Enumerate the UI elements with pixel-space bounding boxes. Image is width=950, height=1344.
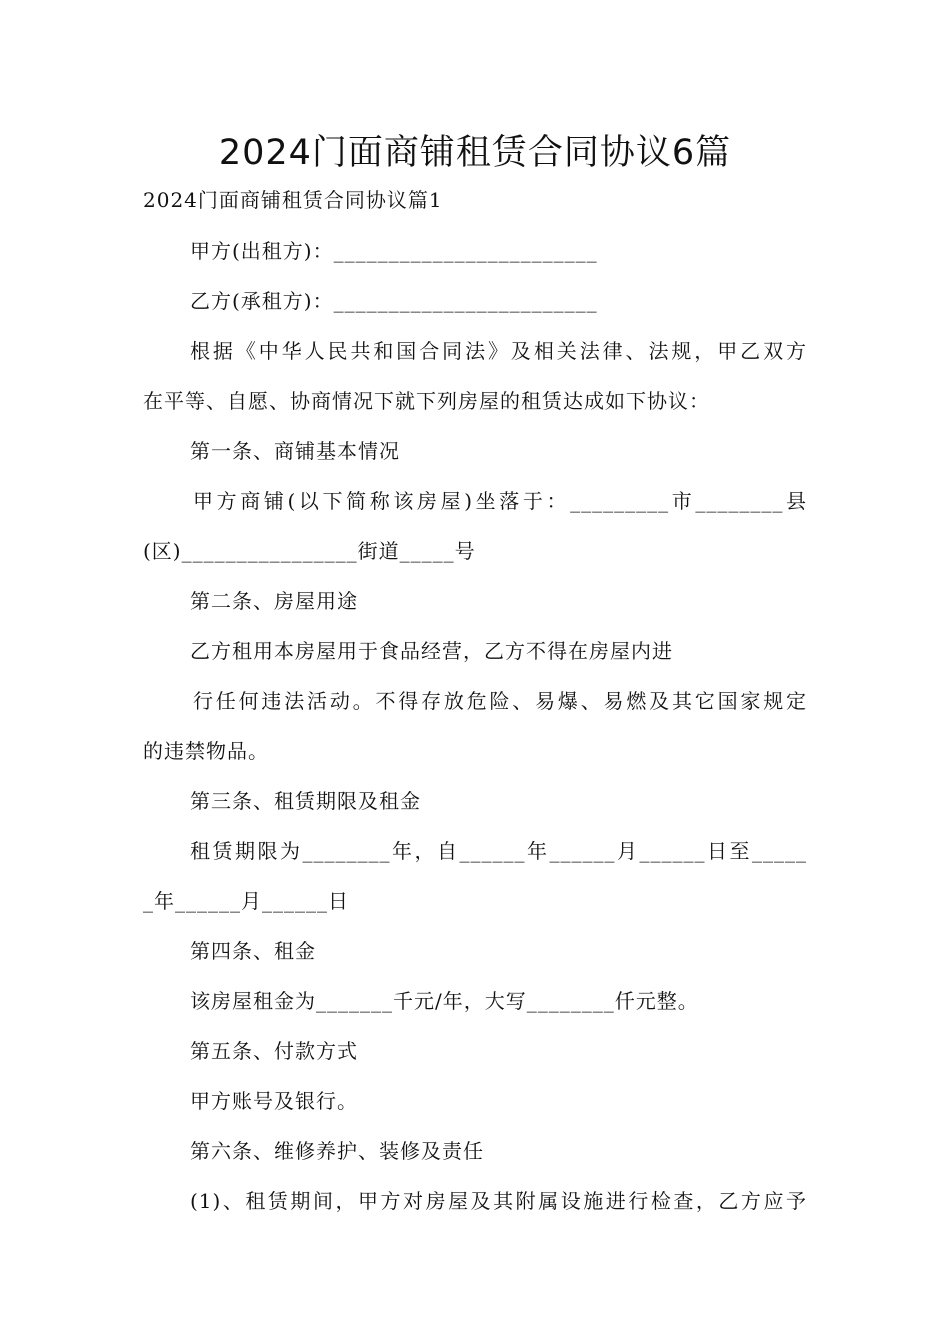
- article-heading: 第二条、房屋用途: [190, 589, 358, 613]
- paragraph-line: 行任何违法活动。不得存放危险、易爆、易燃及其它国家规定: [193, 689, 807, 713]
- article-heading: 第三条、租赁期限及租金: [190, 789, 421, 813]
- paragraph-line: 的违禁物品。: [143, 739, 269, 763]
- paragraph-line: (区)________________街道_____号: [143, 539, 476, 563]
- paragraph-line: _年______月______日: [143, 889, 349, 913]
- article-heading: 第六条、维修养护、装修及责任: [190, 1139, 484, 1163]
- paragraph-line: 该房屋租金为_______千元/年，大写________仟元整。: [190, 989, 699, 1013]
- paragraph-line: (1)、租赁期间，甲方对房屋及其附属设施进行检查，乙方应予: [190, 1189, 807, 1213]
- paragraph-line: 在平等、自愿、协商情况下就下列房屋的租赁达成如下协议：: [143, 389, 710, 413]
- article-heading: 第五条、付款方式: [190, 1039, 358, 1063]
- paragraph-line: 根据《中华人民共和国合同法》及相关法律、法规，甲乙双方: [190, 339, 807, 363]
- party-a-line: 甲方(出租方)：________________________: [190, 239, 598, 263]
- paragraph-line: 甲方账号及银行。: [190, 1089, 358, 1113]
- document-title: 2024门面商铺租赁合同协议6篇: [218, 133, 732, 173]
- paragraph-line: 甲方商铺(以下简称该房屋)坐落于：_________市________县: [193, 489, 807, 513]
- paragraph-line: 租赁期限为________年，自______年______月______日至_____: [190, 839, 807, 863]
- party-b-line: 乙方(承租方)：________________________: [190, 289, 598, 313]
- article-heading: 第四条、租金: [190, 939, 316, 963]
- article-heading: 第一条、商铺基本情况: [190, 439, 400, 463]
- paragraph-line: 乙方租用本房屋用于食品经营，乙方不得在房屋内进: [190, 639, 673, 663]
- section-heading: 2024门面商铺租赁合同协议篇1: [143, 188, 443, 212]
